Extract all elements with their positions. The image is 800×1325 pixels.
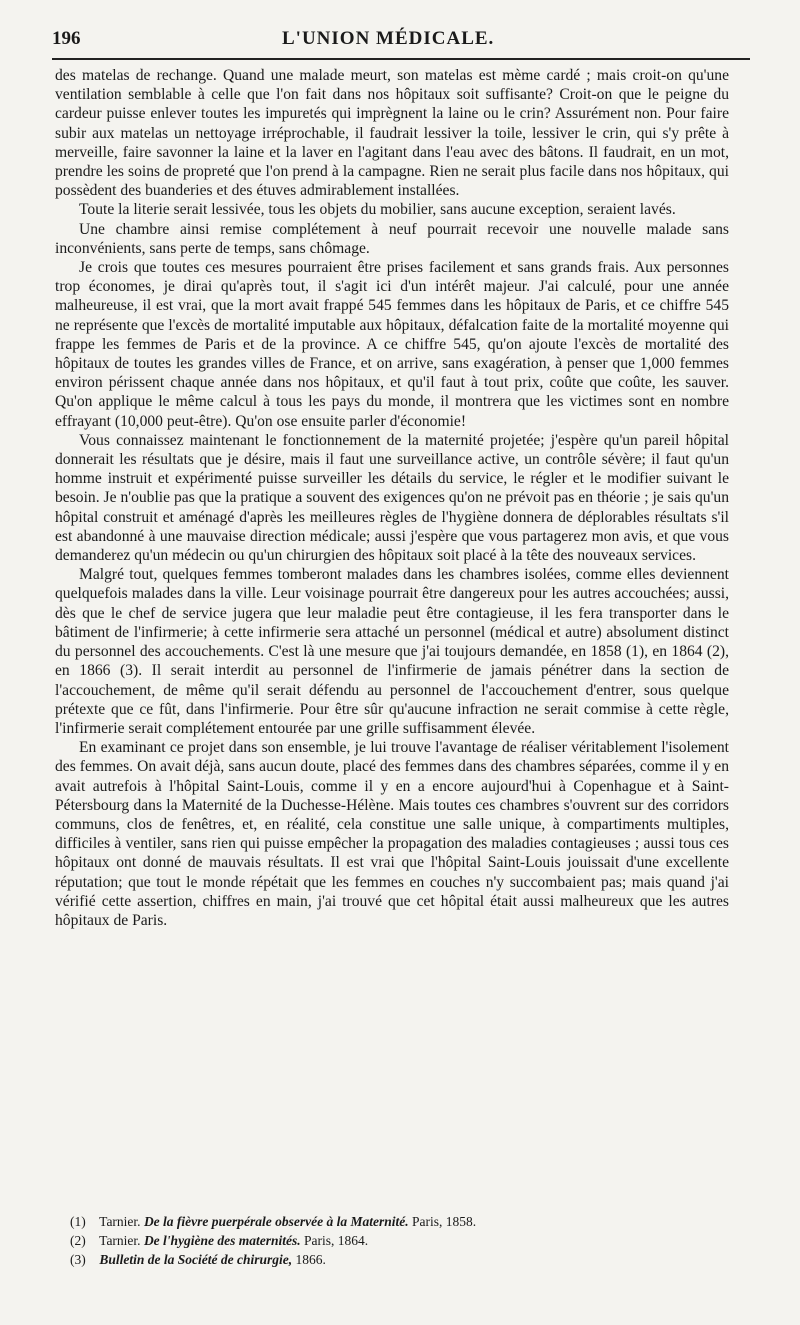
footnote-3 bbox=[70, 1250, 730, 1269]
footnote-marker: (1) bbox=[70, 1214, 86, 1229]
paragraph-7: En examinant ce projet dans son ensemble, je lui trouve l'avantage de réaliser véritablement l'isolement des femmes. On avait déjà, sans aucun doute, placé des femmes dans des chambres séparées, comme il y en avait autrefois à l'hôpital Saint-Louis, comme il y en a encore aujourd'hui à Copenhague et à Saint-Pétersbourg dans la Maternité de la Duchesse-Hélène. Mais toutes ces chambres s'ouvrent sur des corridors communs, clos de fenêtres, et, en réalité, cela constitue une salle unique, à compartiments multiples, difficiles à ventiler, sans rien qui puisse empêcher la propagation des maladies contagieuses ; aussi tous ces hôpitaux ont donné de mauvais résultats. Il est vrai que l'hôpital Saint-Louis jouissait d'une excellente réputation; que tout le monde répétait que les femmes en couches n'y succombaient pas; mais quand j'ai vérifié cette assertion, chiffres en main, j'ai trouvé que cet hôpital était aussi malheureux que les autres hôpitaux de Paris. bbox=[55, 739, 729, 929]
footnote-author: Tarnier. bbox=[99, 1233, 141, 1248]
page-header bbox=[52, 24, 752, 54]
paragraph-2: Toute la literie serait lessivée, tous les objets du mobilier, sans aucune exception, seraient lavés. bbox=[79, 201, 676, 219]
footnote-marker: (3) bbox=[70, 1252, 86, 1267]
body-text bbox=[55, 66, 729, 930]
footnote-details: Paris, 1864. bbox=[304, 1233, 369, 1248]
footnote-details: Paris, 1858. bbox=[412, 1214, 477, 1229]
footnote-title: De la fièvre puerpérale observée à la Maternité. bbox=[143, 1214, 409, 1229]
paragraph-3: Une chambre ainsi remise complétement à neuf pourrait recevoir une nouvelle malade sans inconvénients, sans perte de temps, sans chômage. bbox=[55, 220, 729, 257]
footnotes bbox=[70, 1212, 730, 1269]
footnote-title: De l'hygiène des maternités. bbox=[143, 1233, 301, 1248]
header-rule bbox=[52, 58, 750, 60]
footnote-1 bbox=[70, 1212, 730, 1231]
paragraph-6: Malgré tout, quelques femmes tomberont malades dans les chambres isolées, comme elles deviennent quelquefois malades dans la ville. Leur voisinage pourrait être dangereux pour les autres accouchées; aussi, dès que le chef de service jugera que leur maladie peut être contagieuse, il les fera transporter dans le bâtiment de l'infirmerie; à cette infirmerie sera attaché un personnel (médical et autre) absolument distinct du personnel des accouchements. C'est là une mesure que j'ai toujours demandée, en 1858 (1), en 1864 (2), en 1866 (3). Il serait interdit au personnel de l'infirmerie de jamais pénétrer dans la section de l'accouchement, de même qu'il serait défendu au personnel de l'accouchement d'entrer, sous quelque prétexte que ce fût, dans l'infirmerie. Pour être sûr qu'aucune infraction ne serait commise à cette règle, l'infirmerie serait complétement entourée par une grille suffisamment élevée. bbox=[55, 566, 729, 737]
page-number: 196 bbox=[52, 28, 81, 49]
footnote-title: Bulletin de la Société de chirurgie, bbox=[99, 1252, 293, 1267]
paragraph-4: Je crois que toutes ces mesures pourraient être prises facilement et sans grands frais. Aux personnes trop économes, je dirai qu'après tout, il s'agit ici d'un intérêt majeur. J'ai calculé, pour une année malheureuse, il est vrai, que la mort avait frappé 545 femmes dans les hôpitaux de Paris, et ce chiffre 545 ne représente que l'excès de mortalité imputable aux hôpitaux, défalcation faite de la mortalité moyenne qui frappe les femmes de Paris et de la province. A ce chiffre 545, qu'on ajoute l'excès de mortalité des hôpitaux de toutes les grandes villes de France, et on arrive, sans exagération, à penser que 1,000 femmes environ périssent chaque année dans nos hôpitaux, et qu'il faut à tout prix, coûte que coûte, les sauver. Qu'on applique le même calcul à tous les pays du monde, il montrera que les victimes sont en nombre effrayant (10,000 peut-être). Qu'on ose ensuite parler d'économie! bbox=[55, 259, 729, 430]
paragraph-1: des matelas de rechange. Quand une malade meurt, son matelas est mème cardé ; mais croit-on qu'une ventilation semblable à celle que l'on fait dans nos hôpitaux soit suffisante? Croit-on que le peigne du cardeur puisse enlever toutes les impuretés qui imprègnent la laine ou le crin? Assurément non. Pour faire subir aux matelas un nettoyage irréprochable, il faudrait lessiver la toile, lessiver le crin, qui s'y prête à merveille, faire savonner la laine et la laver en l'agitant dans l'eau avec des bâtons. Il faudrait, en un mot, prendre les soins de propreté que l'on prend à la campagne. Rien ne serait plus facile dans nos hôpitaux, qui possèdent des buanderies et des étuves admirablement installées. bbox=[55, 67, 729, 200]
footnote-marker: (2) bbox=[70, 1233, 86, 1248]
running-title: L'UNION MÉDICALE. bbox=[282, 28, 495, 49]
footnote-author: Tarnier. bbox=[99, 1214, 141, 1229]
paragraph-5: Vous connaissez maintenant le fonctionnement de la maternité projetée; j'espère qu'un pareil hôpital donnerait les résultats que je désire, mais il faut une surveillance active, un contrôle sévère; il faut qu'un homme instruit et expérimenté puisse surveiller les détails du service, le régler et le modifier suivant le besoin. Je n'oublie pas que la pratique a souvent des exigences qu'on ne prévoit pas en théorie ; je sais qu'un hôpital construit et aménagé d'après les meilleures règles de l'hygiène donnera de déplorables résultats s'il est abandonné à une mauvaise direction médicale; aussi j'espère que vous partagerez mon avis, et que vous demanderez qu'un médecin ou qu'un chirurgien des hôpitaux soit placé à la tête des nouveaux services. bbox=[55, 431, 729, 565]
footnote-2 bbox=[70, 1231, 730, 1250]
footnote-details: 1866. bbox=[295, 1252, 326, 1267]
